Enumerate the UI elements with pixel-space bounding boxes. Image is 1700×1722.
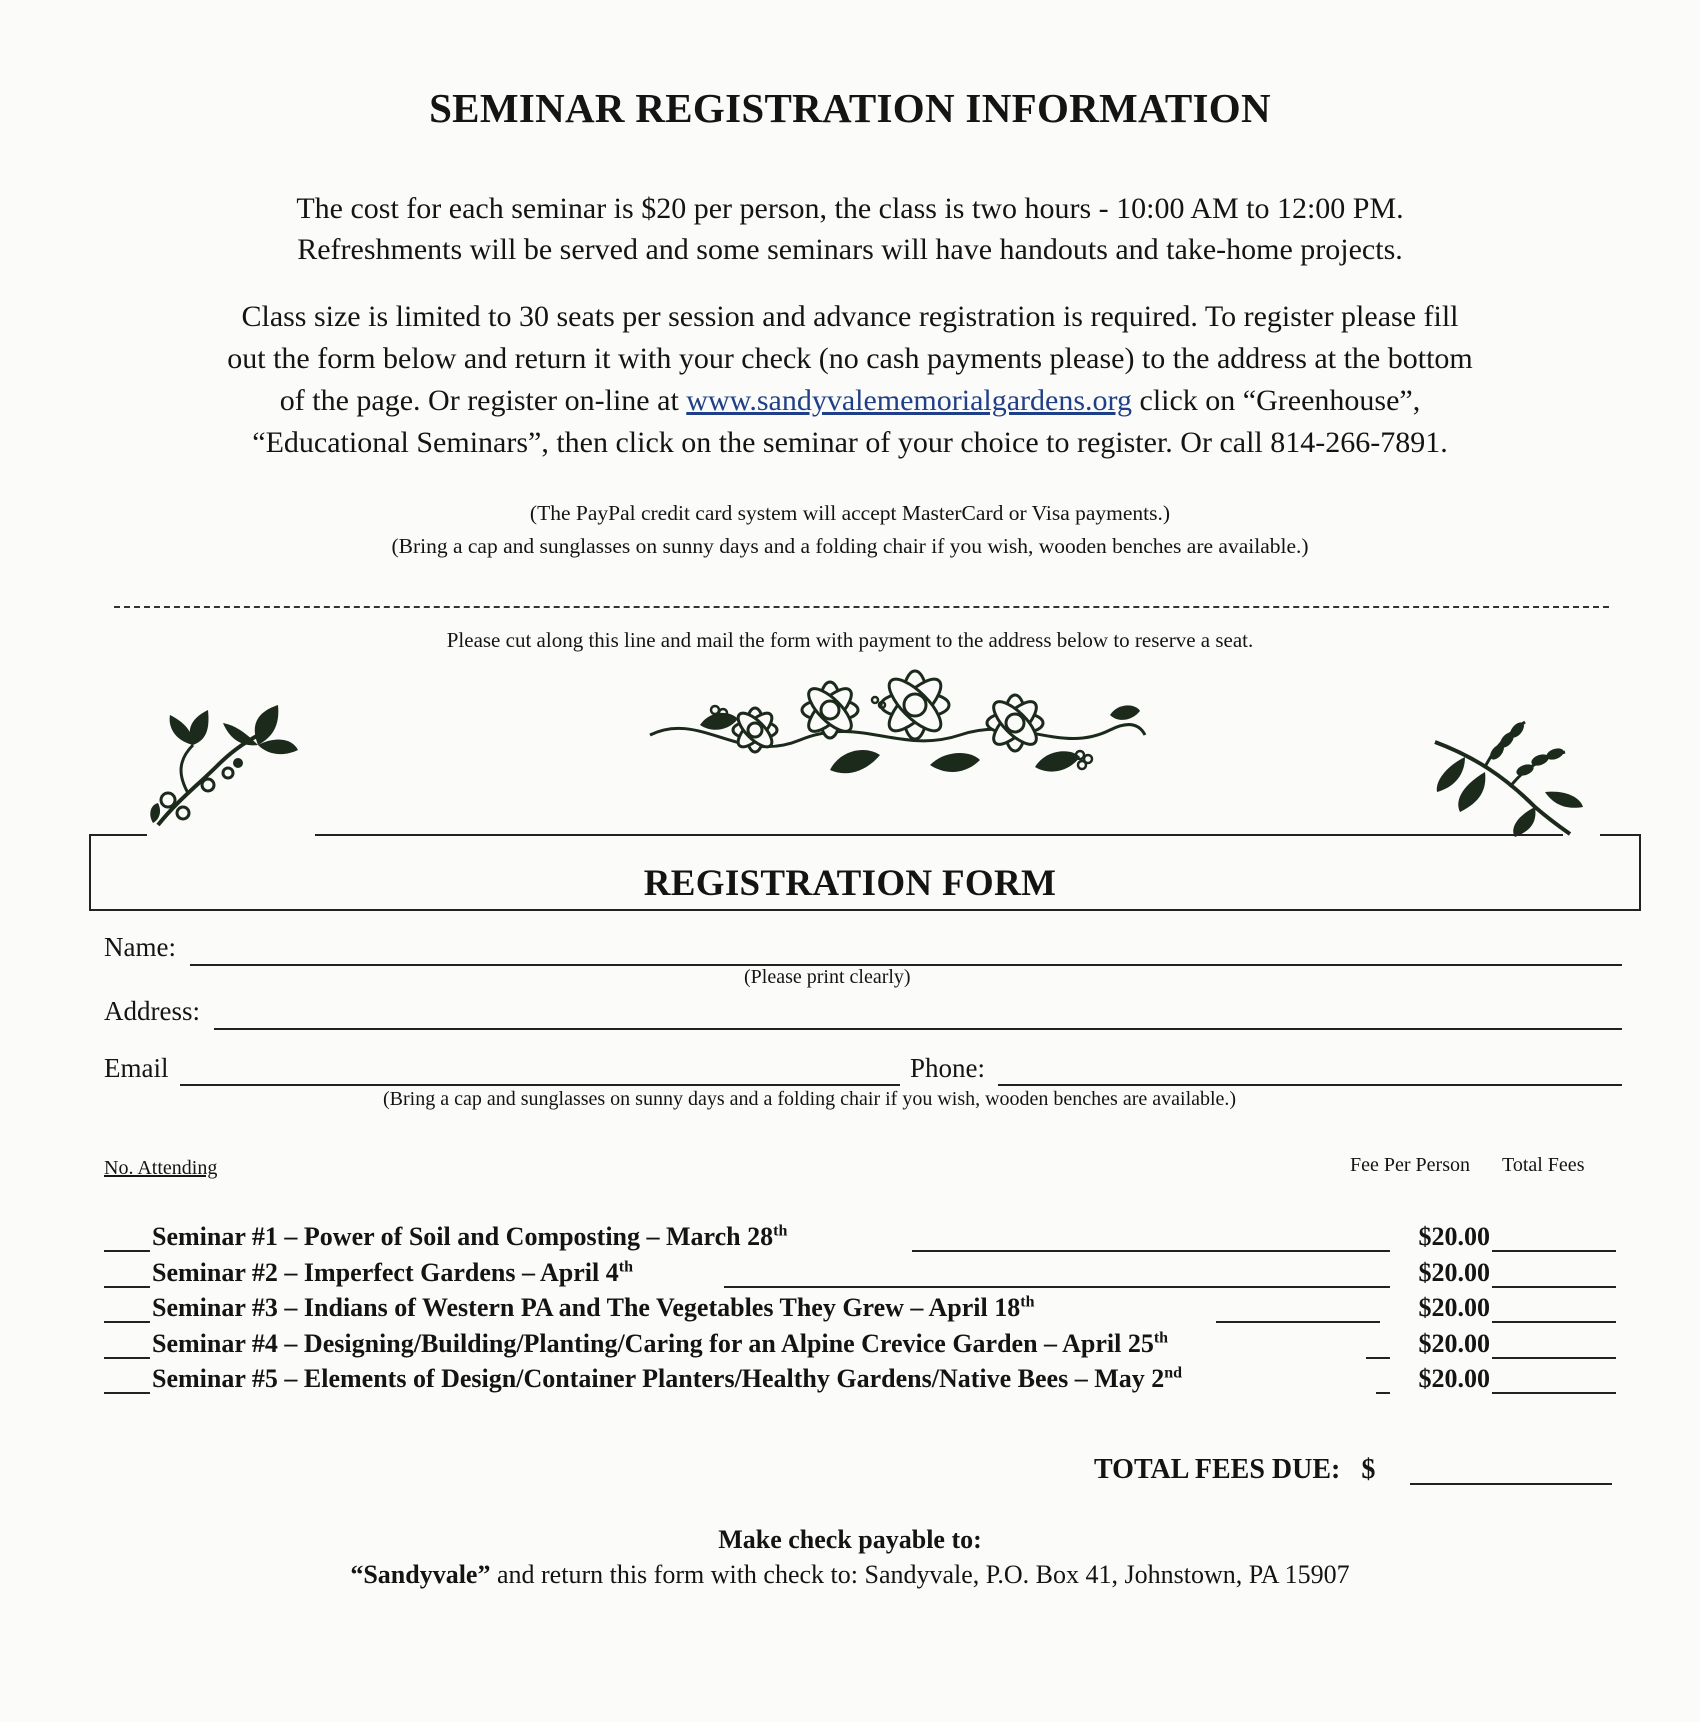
name-label: Name: [104, 932, 176, 962]
seminar-total-field[interactable] [1492, 1250, 1616, 1252]
return-form-line: out the form below and return it with your check (no cash payments please) to the address at the bottom [227, 342, 1473, 375]
seminar-label: Seminar #4 – Designing/Building/Planting/Caring for an Alpine Crevice Garden – April 25th [152, 1328, 1169, 1358]
right-plant-illustration [1425, 712, 1585, 837]
seminar-row [104, 1329, 1624, 1365]
seminar-fee: $20.00 [1418, 1328, 1490, 1358]
online-line-post: click on “Greenhouse”, [1132, 384, 1421, 417]
online-line [0, 380, 1700, 422]
form-bring-note: (Bring a cap and sunglasses on sunny days and a folding chair if you wish, wooden benches are available.) [383, 1088, 1237, 1110]
total-fees-field[interactable] [1410, 1483, 1612, 1485]
seminar-total-field[interactable] [1492, 1357, 1616, 1359]
call-line: “Educational Seminars”, then click on the seminar of your choice to register. Or call 814-266-7891. [252, 426, 1448, 459]
seminar-list [104, 1222, 1624, 1400]
seminar-label: Seminar #5 – Elements of Design/Container Planters/Healthy Gardens/Native Bees – May 2nd [152, 1364, 1183, 1393]
leader-line [1216, 1321, 1380, 1323]
fee-per-person-header: Fee Per Person [1350, 1154, 1470, 1176]
leader-line [912, 1250, 1390, 1252]
email-field[interactable] [180, 1084, 900, 1086]
seminar-label: Seminar #3 – Indians of Western PA and The Vegetables They Grew – April 18th [152, 1293, 1035, 1322]
seminar-label: Seminar #2 – Imperfect Gardens – April 4th [152, 1257, 633, 1287]
cut-line [114, 606, 1609, 608]
cost-paragraph [0, 188, 1700, 270]
leader-line [724, 1286, 1390, 1288]
attendance-field[interactable] [104, 1357, 150, 1359]
total-fees-header: Total Fees [1502, 1154, 1585, 1176]
seminar-total-field[interactable] [1492, 1392, 1616, 1394]
leader-line [1366, 1357, 1390, 1359]
registration-paragraph [0, 296, 1700, 464]
class-size-line: Class size is limited to 30 seats per session and advance registration is required. To register please fill [241, 300, 1459, 333]
total-fees-due [1094, 1454, 1375, 1486]
phone-field[interactable] [998, 1084, 1622, 1086]
print-hint: (Please print clearly) [744, 966, 911, 988]
seminar-total-field[interactable] [1492, 1321, 1616, 1323]
form-frame-top [315, 834, 1563, 836]
seminar-fee: $20.00 [1418, 1222, 1490, 1251]
seminar-fee: $20.00 [1418, 1257, 1490, 1287]
phone-label: Phone: [910, 1053, 986, 1083]
no-attending-header: No. Attending [104, 1157, 218, 1179]
seminar-fee: $20.00 [1418, 1293, 1490, 1322]
cost-line: The cost for each seminar is $20 per person, the class is two hours - 10:00 AM to 12:00 PM. [296, 192, 1404, 225]
attendance-field[interactable] [104, 1286, 150, 1288]
refreshments-line: Refreshments will be served and some seminars will have handouts and take-home projects. [297, 233, 1403, 266]
form-frame-bottom [89, 909, 1641, 911]
leader-line [1376, 1392, 1390, 1394]
paypal-note: (The PayPal credit card system will accept MasterCard or Visa payments.) [529, 501, 1171, 525]
bring-note: (Bring a cap and sunglasses on sunny days and a folding chair if you wish, wooden benches are available.) [391, 534, 1309, 558]
seminar-row [104, 1364, 1624, 1400]
total-currency: $ [1361, 1454, 1376, 1485]
left-plant-illustration [138, 705, 298, 830]
payable-label: Make check payable to: [718, 1525, 982, 1554]
form-frame-top-right [1600, 834, 1640, 836]
email-label: Email [104, 1053, 169, 1083]
center-flower-illustration [640, 655, 1150, 805]
page-title: SEMINAR REGISTRATION INFORMATION [429, 85, 1271, 131]
notes [0, 497, 1700, 563]
website-link[interactable]: www.sandyvalememorialgardens.org [686, 384, 1132, 417]
total-fees-label: TOTAL FEES DUE: [1094, 1454, 1341, 1485]
seminar-total-field[interactable] [1492, 1286, 1616, 1288]
payee-name: “Sandyvale” [350, 1560, 491, 1589]
seminar-row [104, 1293, 1624, 1329]
address-label: Address: [104, 996, 200, 1026]
seminar-row [104, 1222, 1624, 1258]
cut-instruction: Please cut along this line and mail the form with payment to the address below to reserve a seat. [446, 628, 1254, 652]
attendance-field[interactable] [104, 1392, 150, 1394]
attendance-field[interactable] [104, 1321, 150, 1323]
return-address: and return this form with check to: Sandyvale, P.O. Box 41, Johnstown, PA 15907 [490, 1560, 1350, 1589]
seminar-fee: $20.00 [1418, 1364, 1490, 1393]
attendance-field[interactable] [104, 1250, 150, 1252]
form-title: REGISTRATION FORM [643, 863, 1057, 904]
seminar-label: Seminar #1 – Power of Soil and Composting – March 28th [152, 1222, 788, 1251]
mailing-address [0, 1560, 1700, 1590]
form-frame-top-left [89, 834, 147, 836]
address-field[interactable] [214, 1028, 1622, 1030]
online-line-pre: of the page. Or register on-line at [279, 384, 687, 417]
seminar-row [104, 1258, 1624, 1294]
